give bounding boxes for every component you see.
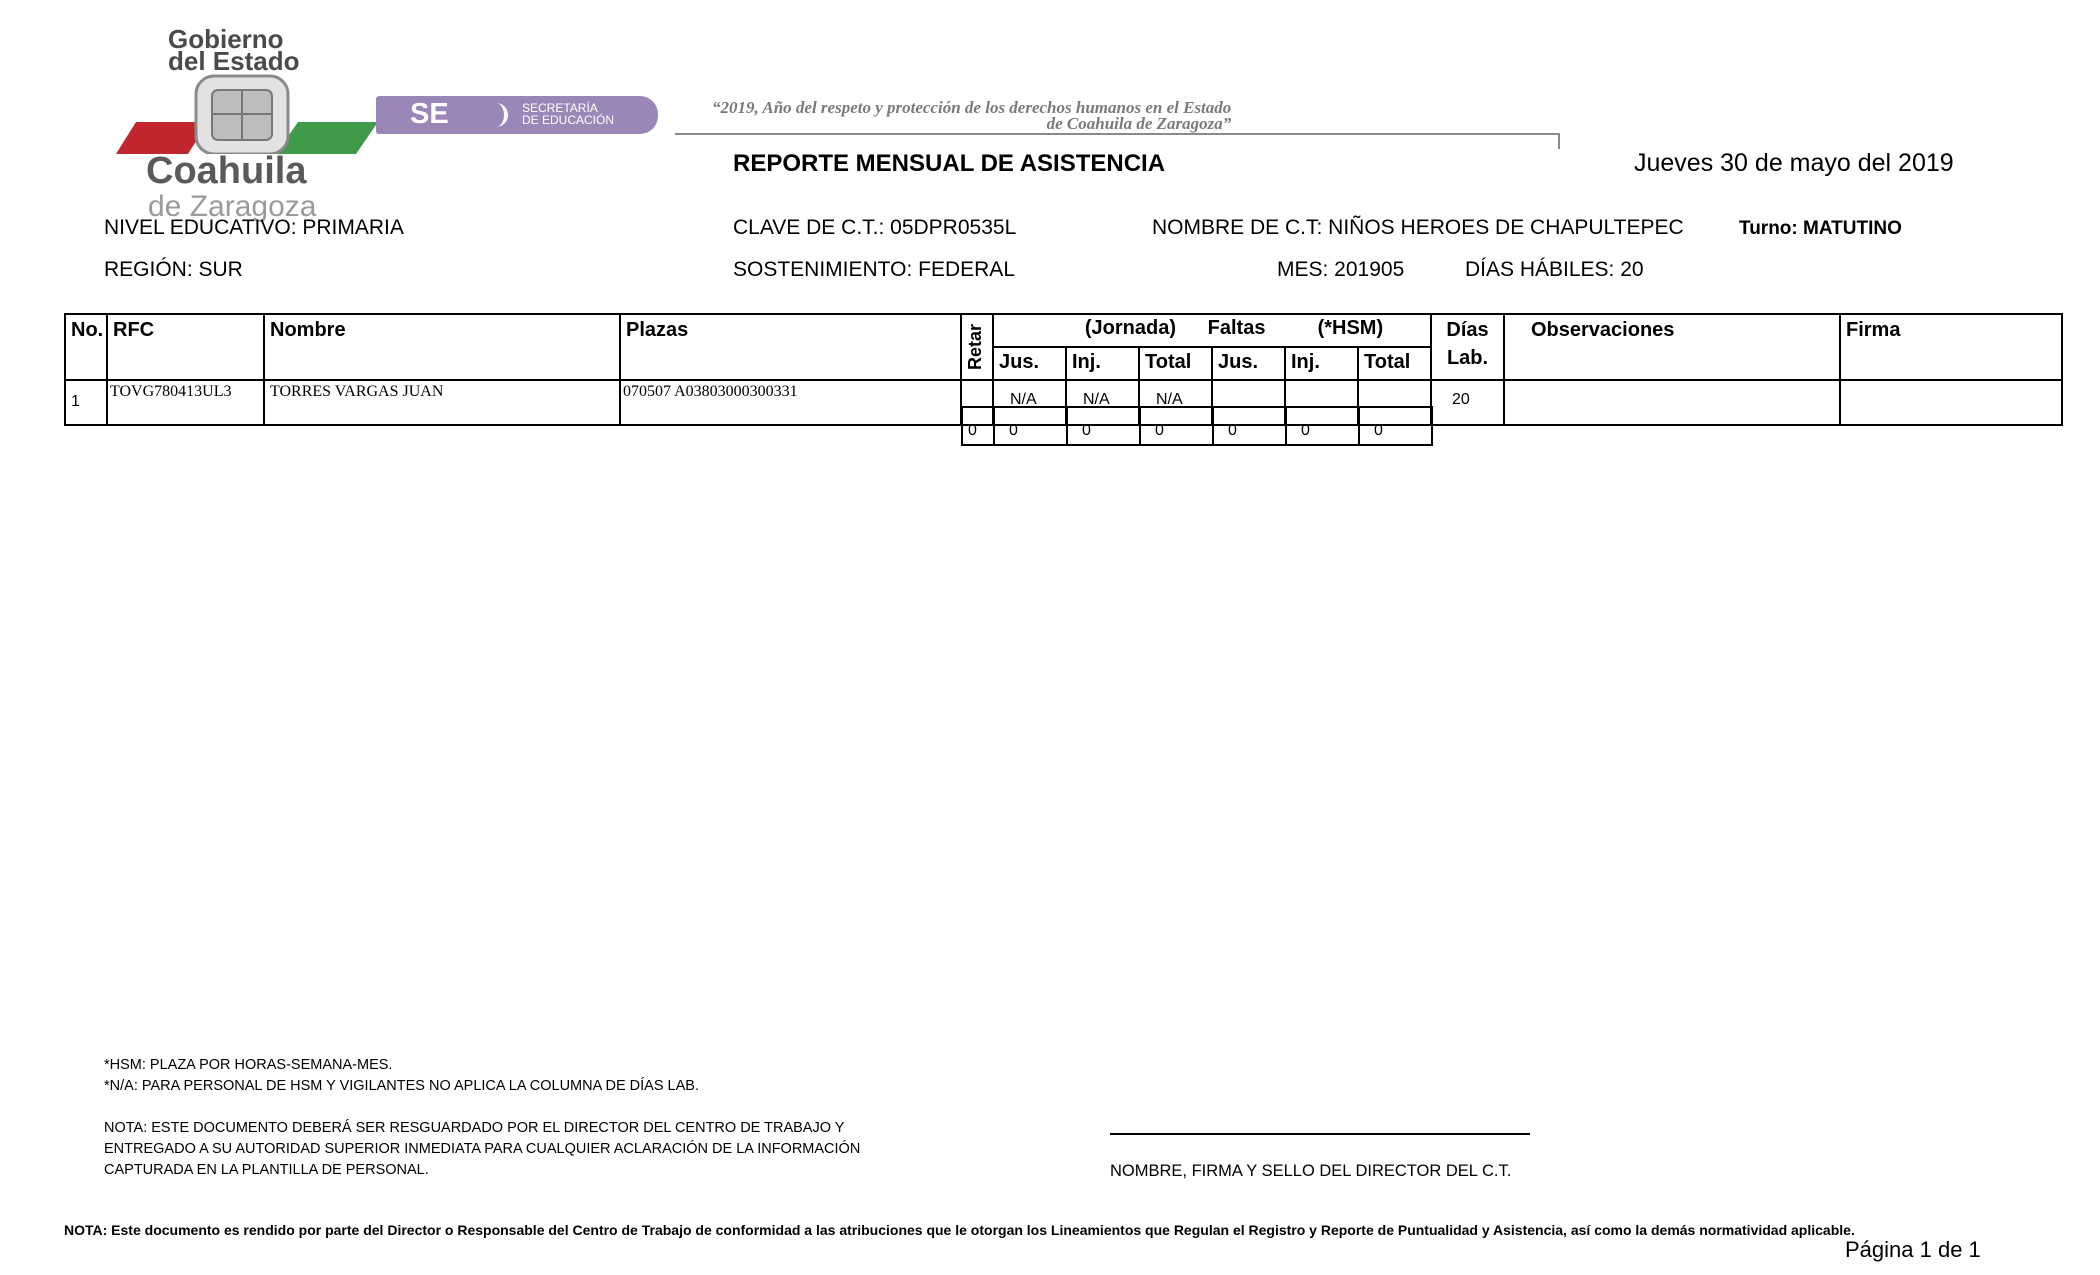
header-lab: Lab.: [1446, 347, 1489, 369]
total-jus-hsm: 0: [1213, 407, 1286, 445]
hsm-note: *HSM: PLAZA POR HORAS-SEMANA-MES.: [104, 1057, 393, 1073]
clave-ct: CLAVE DE C.T.: 05DPR0535L: [733, 216, 1017, 239]
header-retar-label: Retar: [965, 323, 985, 370]
logo-coahuila-text: Coahuila: [146, 150, 307, 192]
motto-line2: de Coahuila de Zaragoza”: [1046, 114, 1232, 133]
cell-firma: [1840, 380, 2062, 425]
motto-line1: “2019, Año del respeto y protección de los derechos humanos en el Estado: [712, 98, 1232, 117]
total-inj-hsm: 0: [1286, 407, 1359, 445]
total-inj-jornada: 0: [1067, 407, 1140, 445]
header-total-jornada: Total: [1139, 347, 1212, 380]
cell-dias-lab: 20: [1431, 380, 1504, 425]
totals-row: [962, 407, 1505, 445]
logo-zaragoza-text: de Zaragoza: [148, 190, 317, 223]
nivel-educativo: NIVEL EDUCATIVO: PRIMARIA: [104, 216, 404, 239]
na-note: *N/A: PARA PERSONAL DE HSM Y VIGILANTES NO APLICA LA COLUMNA DE DÍAS LAB.: [104, 1078, 699, 1094]
dias-habiles: DÍAS HÁBILES: 20: [1465, 258, 1644, 281]
se-separator-icon: [494, 103, 508, 127]
turno-label: Turno:: [1739, 218, 1798, 239]
signature-line: [1110, 1133, 1530, 1135]
totals-table: [961, 406, 1505, 446]
logo-gobierno-text: Gobierno: [168, 24, 284, 54]
nota-line1: NOTA: ESTE DOCUMENTO DEBERÁ SER RESGUARDADO POR EL DIRECTOR DEL CENTRO DE TRABAJO Y: [104, 1120, 845, 1136]
mes: MES: 201905: [1277, 258, 1405, 281]
nota-line3: CAPTURADA EN LA PLANTILLA DE PERSONAL.: [104, 1162, 429, 1178]
header-faltas-group: [993, 314, 1431, 347]
report-date: Jueves 30 de mayo del 2019: [1634, 149, 1954, 177]
gobierno-coahuila-logo: [108, 24, 368, 223]
logo-del-estado-text: del Estado: [168, 46, 300, 76]
cell-total-jornada: N/A: [1139, 380, 1212, 425]
report-title: REPORTE MENSUAL DE ASISTENCIA: [733, 150, 1166, 177]
cell-plazas: 070507 A03803000300331: [620, 380, 961, 425]
cell-inj-jornada: N/A: [1066, 380, 1139, 425]
header-nombre: Nombre: [264, 314, 620, 380]
region: REGIÓN: SUR: [104, 258, 243, 281]
se-label: SE: [410, 98, 449, 130]
header-total-hsm: Total: [1358, 347, 1431, 380]
secretaria-educacion-logo: [376, 96, 658, 134]
header-faltas: Faltas: [1207, 317, 1266, 339]
signature-label: NOMBRE, FIRMA Y SELLO DEL DIRECTOR DEL C.T.: [1110, 1162, 1512, 1180]
nota-line2: ENTREGADO A SU AUTORIDAD SUPERIOR INMEDIATA PARA CUALQUIER ACLARACIÓN DE LA INFORMACIÓN: [104, 1141, 861, 1157]
motto-divider: [675, 133, 1560, 135]
header-dias: Días: [1446, 319, 1489, 341]
header-jus-hsm: Jus.: [1212, 347, 1285, 380]
turno-value: MATUTINO: [1803, 218, 1902, 239]
header-hsm: (*HSM): [1317, 317, 1384, 339]
header-jornada: (Jornada): [1084, 317, 1176, 339]
total-jus-jornada: 0: [994, 407, 1067, 445]
sostenimiento: SOSTENIMIENTO: FEDERAL: [733, 258, 1015, 281]
motto: [712, 100, 1231, 132]
header-dias-lab: [1431, 314, 1504, 380]
secretaria-text: [522, 102, 614, 126]
secretaria-line1: SECRETARÍA: [522, 101, 598, 115]
cell-nombre: TORRES VARGAS JUAN: [264, 380, 620, 425]
coat-of-arms-icon: [108, 74, 378, 154]
page-number: Página 1 de 1: [1845, 1237, 1981, 1262]
header-firma: Firma: [1840, 314, 2062, 380]
bottom-legal-note: NOTA: Este documento es rendido por parte del Director o Responsable del Centro de Trabajo de conformidad a las atribuciones que le otorgan los Lineamientos que Regulan el Registro y Reporte de Puntualidad y Asistencia, así como la demás normatividad aplicable.: [64, 1222, 1855, 1238]
turno: [1739, 218, 1902, 240]
cell-jus-jornada: N/A: [993, 380, 1066, 425]
cell-no: 1: [65, 380, 107, 425]
nombre-ct: NOMBRE DE C.T: NIÑOS HEROES DE CHAPULTEPEC: [1152, 216, 1684, 239]
totals-spacer: [1432, 407, 1505, 445]
header-jus-jornada: Jus.: [993, 347, 1066, 380]
header-inj-hsm: Inj.: [1285, 347, 1358, 380]
header-plazas: Plazas: [620, 314, 961, 380]
total-total-jornada: 0: [1140, 407, 1213, 445]
total-total-hsm: 0: [1359, 407, 1432, 445]
header-rfc: RFC: [107, 314, 264, 380]
cell-observaciones: [1504, 380, 1840, 425]
header-inj-jornada: Inj.: [1066, 347, 1139, 380]
header-no: No.: [65, 314, 107, 380]
motto-divider-tick: [1558, 133, 1560, 149]
total-retar: 0: [962, 407, 994, 445]
cell-rfc: TOVG780413UL3: [107, 380, 264, 425]
secretaria-line2: DE EDUCACIÓN: [522, 113, 615, 127]
header-observaciones: Observaciones: [1504, 314, 1840, 380]
header-retardos: [961, 314, 993, 380]
